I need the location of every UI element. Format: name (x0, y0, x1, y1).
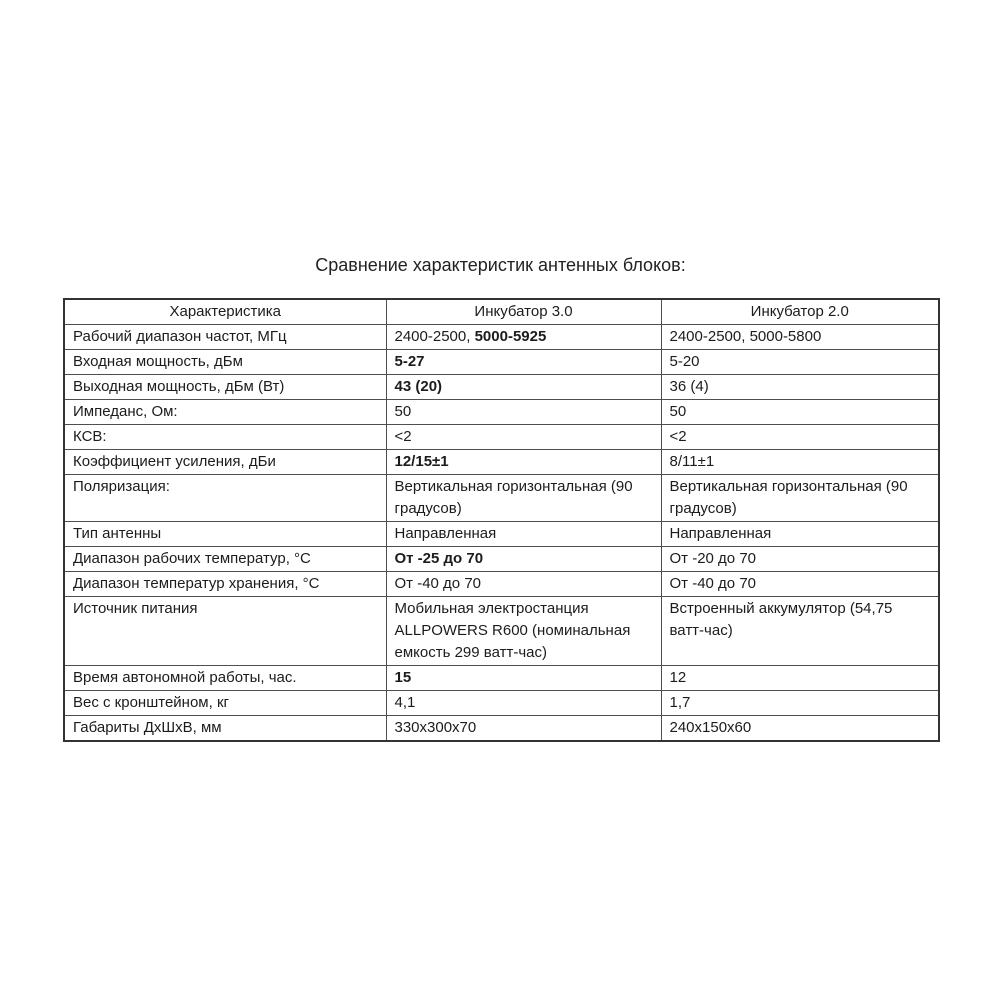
cell-characteristic (64, 597, 386, 666)
cell-characteristic (64, 425, 386, 450)
cell-characteristic (64, 716, 386, 742)
cell-text: 240x150x60 (669, 719, 752, 736)
cell-text-bold: 15 (394, 669, 412, 686)
table-row (64, 350, 939, 375)
table-row (64, 375, 939, 400)
cell-text: Входная мощность, дБм (73, 353, 243, 370)
cell-incubator-2-0 (661, 425, 939, 450)
cell-characteristic (64, 572, 386, 597)
table-row (64, 400, 939, 425)
cell-incubator-3-0 (386, 547, 661, 572)
cell-text: Поляризация: (73, 478, 170, 495)
cell-characteristic (64, 400, 386, 425)
cell-text: Вертикальная горизонтальная (90 градусов) (394, 478, 633, 517)
cell-text: Габариты ДхШхВ, мм (73, 719, 222, 736)
cell-incubator-2-0 (661, 666, 939, 691)
cell-text: Рабочий диапазон частот, МГц (73, 328, 287, 345)
cell-characteristic (64, 666, 386, 691)
cell-text: 330x300x70 (394, 719, 477, 736)
cell-text: 1,7 (669, 694, 691, 711)
cell-incubator-2-0 (661, 450, 939, 475)
cell-text: Источник питания (73, 600, 198, 617)
table-row (64, 547, 939, 572)
cell-incubator-3-0 (386, 572, 661, 597)
cell-text-bold: 5-27 (394, 353, 425, 370)
cell-incubator-3-0 (386, 597, 661, 666)
cell-incubator-2-0 (661, 325, 939, 350)
cell-incubator-3-0 (386, 350, 661, 375)
cell-incubator-2-0 (661, 547, 939, 572)
cell-text: Мобильная электростанция ALLPOWERS R600 (номинальная емкость 299 ватт-час) (394, 600, 631, 661)
cell-incubator-2-0 (661, 350, 939, 375)
cell-text: От -40 до 70 (669, 575, 756, 592)
cell-text: Диапазон температур хранения, °С (73, 575, 320, 592)
cell-text: Вес с кронштейном, кг (73, 694, 229, 711)
cell-text: Направленная (669, 525, 772, 542)
header-incubator-2-0: Инкубатор 2.0 (661, 299, 939, 325)
cell-incubator-3-0 (386, 716, 661, 742)
cell-characteristic (64, 325, 386, 350)
cell-text-bold: От -25 до 70 (394, 550, 484, 567)
cell-incubator-3-0 (386, 450, 661, 475)
table-body (64, 325, 939, 742)
cell-text-bold: 43 (20) (394, 378, 443, 395)
cell-text: 5-20 (669, 353, 700, 370)
table-row (64, 597, 939, 666)
cell-text: Выходная мощность, дБм (Вт) (73, 378, 285, 395)
cell-incubator-3-0 (386, 375, 661, 400)
cell-incubator-3-0 (386, 400, 661, 425)
table-row (64, 475, 939, 522)
cell-text: Время автономной работы, час. (73, 669, 297, 686)
header-characteristic: Характеристика (64, 299, 386, 325)
cell-text: Тип антенны (73, 525, 162, 542)
cell-text: Импеданс, Ом: (73, 403, 178, 420)
cell-incubator-2-0 (661, 522, 939, 547)
cell-text: 8/11±1 (669, 453, 715, 470)
cell-text: <2 (394, 428, 412, 445)
cell-text-bold: 12/15±1 (394, 453, 449, 470)
cell-characteristic (64, 350, 386, 375)
cell-characteristic (64, 522, 386, 547)
page-title: Сравнение характеристик антенных блоков: (315, 255, 686, 275)
table-row (64, 716, 939, 742)
cell-text: КСВ: (73, 428, 107, 445)
cell-text: 2400-2500, 5000-5800 (669, 328, 822, 345)
cell-incubator-2-0 (661, 475, 939, 522)
table-row (64, 572, 939, 597)
cell-characteristic (64, 691, 386, 716)
table-row (64, 522, 939, 547)
cell-incubator-2-0 (661, 572, 939, 597)
cell-text: От -40 до 70 (394, 575, 481, 592)
cell-incubator-3-0 (386, 522, 661, 547)
header-incubator-3-0: Инкубатор 3.0 (386, 299, 661, 325)
table-row (64, 450, 939, 475)
cell-incubator-3-0 (386, 475, 661, 522)
cell-incubator-2-0 (661, 716, 939, 742)
table-row (64, 425, 939, 450)
cell-characteristic (64, 450, 386, 475)
cell-text: Диапазон рабочих температур, °С (73, 550, 311, 567)
cell-text: 36 (4) (669, 378, 709, 395)
cell-incubator-3-0 (386, 691, 661, 716)
cell-incubator-3-0 (386, 325, 661, 350)
cell-text: 2400-2500, (394, 328, 475, 345)
table-row (64, 325, 939, 350)
cell-incubator-2-0 (661, 375, 939, 400)
cell-text: Направленная (394, 525, 497, 542)
cell-text: <2 (669, 428, 687, 445)
cell-incubator-2-0 (661, 691, 939, 716)
cell-characteristic (64, 547, 386, 572)
cell-incubator-2-0 (661, 400, 939, 425)
cell-text: 12 (669, 669, 687, 686)
cell-characteristic (64, 475, 386, 522)
cell-incubator-2-0 (661, 597, 939, 666)
table-header (64, 299, 939, 325)
table-row (64, 666, 939, 691)
cell-text-bold: 5000-5925 (474, 328, 547, 345)
header-row (64, 299, 939, 325)
comparison-table (63, 298, 940, 742)
cell-characteristic (64, 375, 386, 400)
table-row (64, 691, 939, 716)
cell-text: Коэффициент усиления, дБи (73, 453, 276, 470)
cell-text: Вертикальная горизонтальная (90 градусов) (669, 478, 908, 517)
cell-text: Встроенный аккумулятор (54,75 ватт-час) (669, 600, 893, 639)
cell-incubator-3-0 (386, 666, 661, 691)
cell-text: От -20 до 70 (669, 550, 756, 567)
cell-text: 4,1 (394, 694, 416, 711)
cell-incubator-3-0 (386, 425, 661, 450)
cell-text: 50 (394, 403, 412, 420)
cell-text: 50 (669, 403, 687, 420)
